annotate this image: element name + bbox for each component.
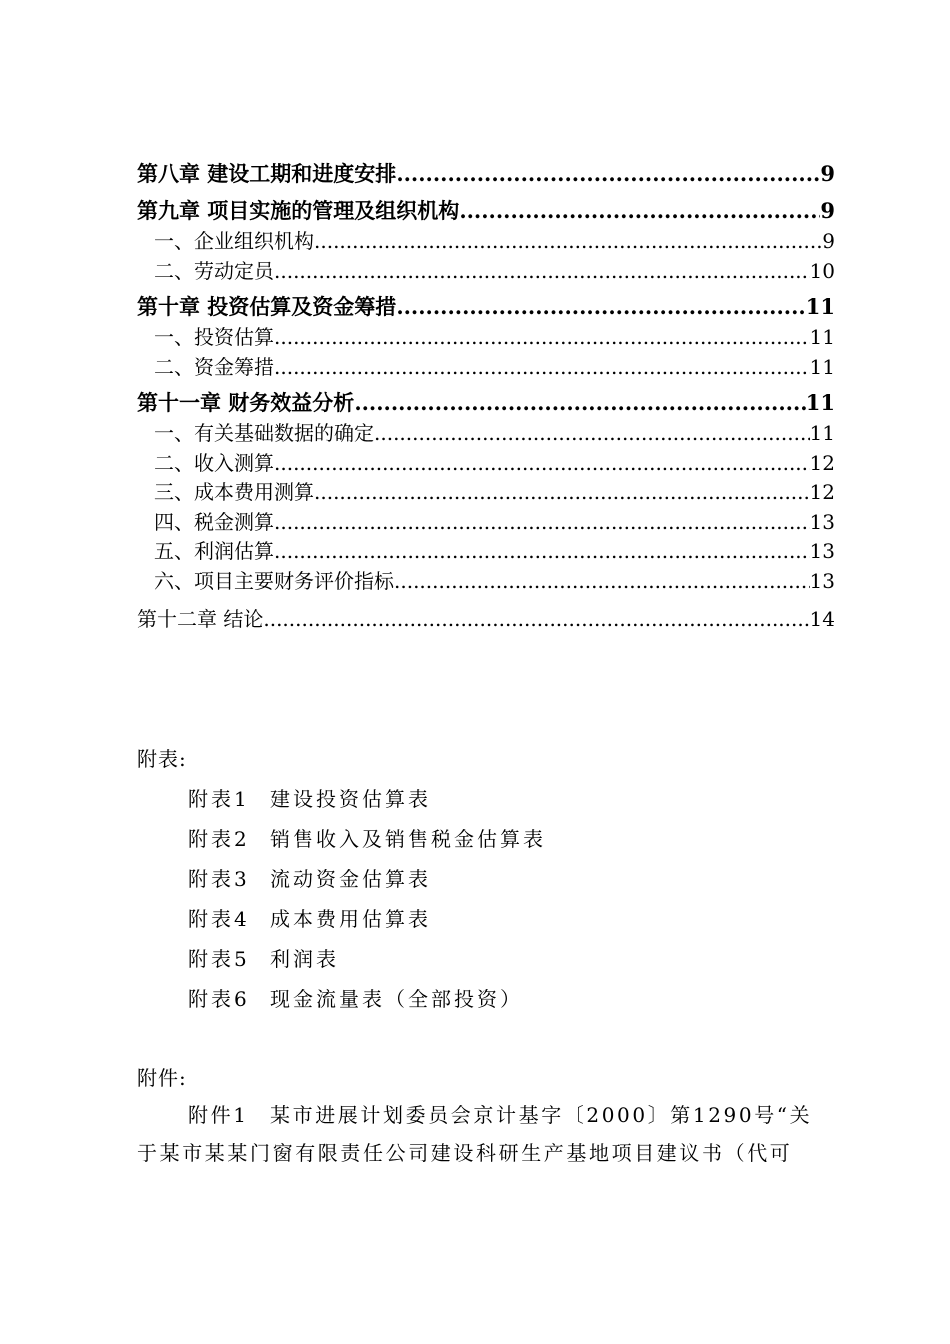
appendix-table-item[interactable] <box>188 819 546 859</box>
appendix-table-title: 建设投资估算表 <box>270 787 431 811</box>
toc-chapter-12[interactable] <box>137 605 835 635</box>
appendix-table-title: 现金流量表（全部投资） <box>270 987 523 1011</box>
toc-entry-label: 一、投资估算 <box>154 325 274 349</box>
toc-leader-dots <box>274 323 810 353</box>
toc-leader-dots <box>274 508 810 538</box>
toc-section-10-2[interactable] <box>137 353 835 383</box>
appendix-tables-list <box>188 779 546 1019</box>
toc-chapter-10[interactable] <box>137 293 835 321</box>
toc-section-11-4[interactable] <box>137 508 835 538</box>
toc-leader-dots <box>274 257 810 287</box>
toc-entry-label: 四、税金测算 <box>154 509 274 534</box>
toc-entry-label: 第十一章 财务效益分析 <box>137 390 355 415</box>
toc-page-number: 9 <box>822 229 835 253</box>
attachment-line <box>137 1134 837 1172</box>
toc-leader-dots <box>274 537 810 567</box>
appendix-table-number: 附表1 <box>188 787 250 811</box>
toc-leader-dots <box>314 478 810 508</box>
toc-section-10-1[interactable] <box>137 323 835 353</box>
toc-entry-label: 六、项目主要财务评价指标 <box>154 568 394 593</box>
attachments-heading: 附件: <box>137 1066 187 1090</box>
attachment-number: 附件1 <box>188 1103 249 1127</box>
toc-entry-label: 第十二章 结论 <box>137 607 264 631</box>
toc-page-number: 9 <box>820 198 835 223</box>
appendix-table-title: 销售收入及销售税金估算表 <box>270 827 546 851</box>
toc-entry-label: 五、利润估算 <box>154 539 274 563</box>
appendix-table-item[interactable] <box>188 859 546 899</box>
toc-entry-label: 二、劳动定员 <box>154 258 274 283</box>
toc-page-number: 11 <box>809 354 835 379</box>
toc-section-9-2[interactable] <box>137 257 835 287</box>
toc-entry-label: 第十章 投资估算及资金筹措 <box>137 294 397 319</box>
appendix-table-item[interactable] <box>188 939 546 979</box>
toc-section-11-1[interactable] <box>137 419 835 449</box>
toc-entry-label: 第九章 项目实施的管理及组织机构 <box>137 198 460 223</box>
toc-leader-dots <box>394 567 810 597</box>
attachment-text: 某市进展计划委员会京计基字〔2000〕第1290号“关 <box>270 1103 813 1127</box>
toc-page-number: 10 <box>809 258 835 283</box>
appendix-table-number: 附表2 <box>188 827 250 851</box>
toc-entry-label: 三、成本费用测算 <box>154 480 314 504</box>
toc-page-number: 14 <box>809 607 835 631</box>
toc-section-11-2[interactable] <box>137 449 835 479</box>
attachment-text: 于某市某某门窗有限责任公司建设科研生产基地项目建议书（代可 <box>137 1141 793 1165</box>
appendix-table-item[interactable] <box>188 979 546 1019</box>
appendix-table-item[interactable] <box>188 899 546 939</box>
toc-leader-dots <box>396 160 820 188</box>
toc-section-9-1[interactable] <box>137 227 835 257</box>
appendix-tables-heading: 附表: <box>137 747 187 771</box>
toc-leader-dots <box>263 605 809 635</box>
toc-page-number: 11 <box>809 325 835 349</box>
attachment-line <box>137 1096 837 1134</box>
toc-chapter-8[interactable] <box>137 160 835 188</box>
toc-section-11-6[interactable] <box>137 567 835 597</box>
toc-page-number: 11 <box>805 294 835 319</box>
appendix-table-title: 成本费用估算表 <box>270 907 431 931</box>
appendix-table-item[interactable] <box>188 779 546 819</box>
toc-leader-dots <box>314 227 822 257</box>
toc-leader-dots <box>396 293 805 321</box>
toc-page-number: 13 <box>809 568 835 593</box>
toc-entry-label: 一、企业组织机构 <box>154 229 314 253</box>
appendix-table-number: 附表5 <box>188 947 250 971</box>
toc-section-11-3[interactable] <box>137 478 835 508</box>
toc-leader-dots <box>274 449 810 479</box>
toc-entry-label: 第八章 建设工期和进度安排 <box>137 161 397 186</box>
toc-leader-dots <box>374 419 810 449</box>
toc-entry-label: 一、有关基础数据的确定 <box>154 421 374 445</box>
toc-page-number: 12 <box>809 480 835 504</box>
toc-entry-label: 二、收入测算 <box>154 450 274 475</box>
appendix-table-number: 附表6 <box>188 987 250 1011</box>
toc-chapter-9[interactable] <box>137 197 835 225</box>
toc-leader-dots <box>354 389 805 417</box>
toc-entry-label: 二、资金筹措 <box>154 354 274 379</box>
toc-section-11-5[interactable] <box>137 537 835 567</box>
appendix-table-title: 利润表 <box>270 947 339 971</box>
toc-chapter-11[interactable] <box>137 389 835 417</box>
toc-leader-dots <box>274 353 810 383</box>
toc-page-number: 11 <box>809 421 835 445</box>
appendix-table-title: 流动资金估算表 <box>270 867 431 891</box>
toc-page-number: 12 <box>809 450 835 475</box>
attachment-item-1 <box>137 1096 837 1172</box>
toc-leader-dots <box>459 197 820 225</box>
toc-page-number: 13 <box>809 539 835 563</box>
toc-page-number: 13 <box>809 509 835 534</box>
toc-page-number: 11 <box>805 390 835 415</box>
table-of-contents <box>137 160 835 635</box>
appendix-table-number: 附表4 <box>188 907 250 931</box>
toc-page-number: 9 <box>820 161 835 186</box>
appendix-table-number: 附表3 <box>188 867 250 891</box>
